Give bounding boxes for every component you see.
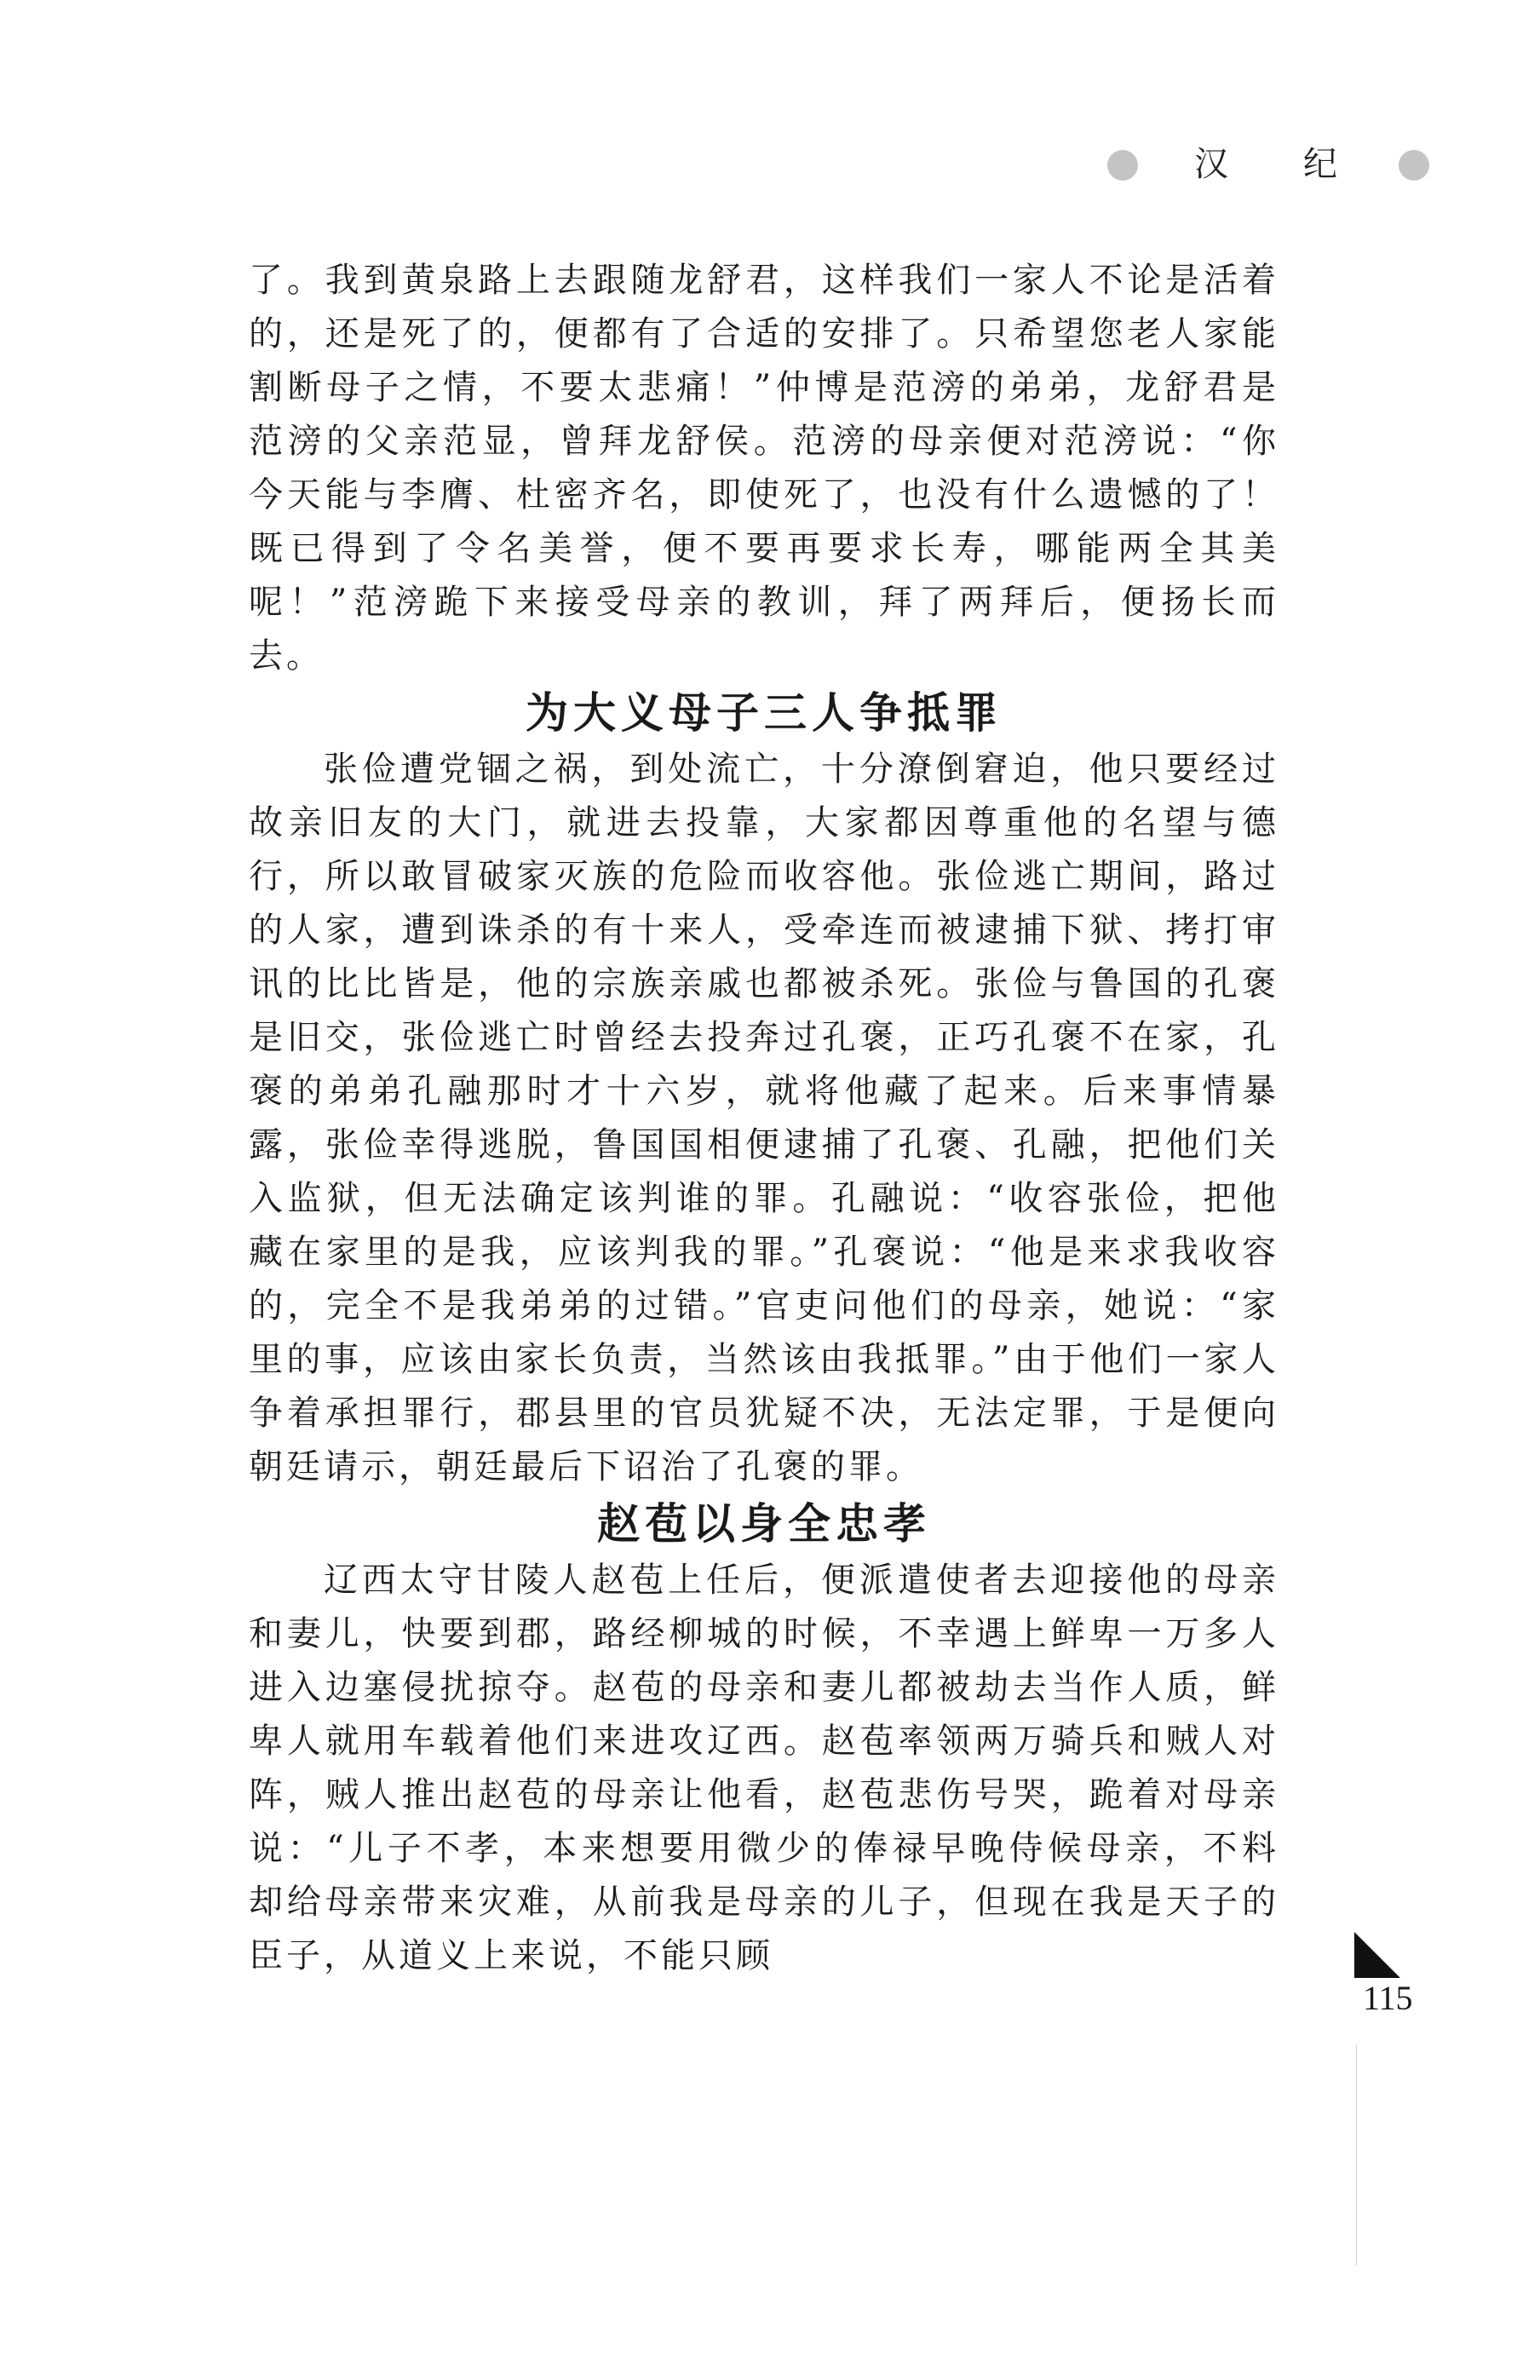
section-1-paragraph: 张俭遭党锢之祸，到处流亡，十分潦倒窘迫，他只要经过故亲旧友的大门，就进去投靠，大家都因尊重他的名望与德行，所以敢冒破家灭族的危险而收容他。张俭逃亡期间，路过的人家，遭到诛杀的有十来人，受牵连而被逮捕下狱、拷打审讯的比比皆是，他的宗族亲戚也都被杀死。张俭与鲁国的孔褒是旧交，张俭逃亡时曾经去投奔过孔褒，正巧孔褒不在家，孔褒的弟弟孔融那时才十六岁，就将他藏了起来。后来事情暴露，张俭幸得逃脱，鲁国国相便逮捕了孔褒、孔融，把他们关入监狱，但无法确定该判谁的罪。孔融说：“收容张俭，把他藏在家里的是我，应该判我的罪。”孔褒说：“他是来求我收容的，完全不是我弟弟的过错。”官吏问他们的母亲，她说：“家里的事，应该由家长负责，当然该由我抵罪。”由于他们一家人争着承担罪行，郡县里的官员犹疑不决，无法定罪，于是便向朝廷请示，朝廷最后下诏治了孔褒的罪。 [249, 750, 1279, 1486]
page-number: 115 [1363, 1979, 1413, 2017]
header-title-char-1: 汉 [1194, 145, 1228, 184]
header-title-char-2: 纪 [1303, 145, 1337, 184]
section-title-2: 赵苞以身全忠孝 [597, 1499, 931, 1549]
page-body [249, 254, 1279, 1983]
intro-paragraph: 了。我到黄泉路上去跟随龙舒君，这样我们一家人不论是活着的，还是死了的，便都有了合适的安排了。只希望您老人家能割断母子之情，不要太悲痛！”仲博是范滂的弟弟，龙舒君是范滂的父亲范显，曾拜龙舒侯。范滂的母亲便对范滂说：“你今天能与李膺、杜密齐名，即使死了，也没有什么遗憾的了！既已得到了令名美誉，便不要再要求长寿，哪能两全其美呢！”范滂跪下来接受母亲的教训，拜了两拜后，便扬长而去。 [249, 261, 1279, 675]
section-title-1: 为大义母子三人争抵罪 [526, 688, 1003, 738]
running-header [1107, 143, 1431, 203]
margin-rule [1356, 2044, 1357, 2266]
header-dot-left [1107, 150, 1138, 181]
header-dot-right [1399, 150, 1429, 181]
section-2-paragraph: 辽西太守甘陵人赵苞上任后，便派遣使者去迎接他的母亲和妻儿，快要到郡，路经柳城的时候，不幸遇上鲜卑一万多人进入边塞侵扰掠夺。赵苞的母亲和妻儿都被劫去当作人质，鲜卑人就用车载着他们来进攻辽西。赵苞率领两万骑兵和贼人对阵，贼人推出赵苞的母亲让他看，赵苞悲伤号哭，跪着对母亲说：“儿子不孝，本来想要用微少的俸禄早晚侍候母亲，不料却给母亲带来灾难，从前我是母亲的儿子，但现在我是天子的臣子，从道义上来说，不能只顾 [249, 1561, 1279, 1975]
page-corner-triangle [1354, 1932, 1400, 1978]
